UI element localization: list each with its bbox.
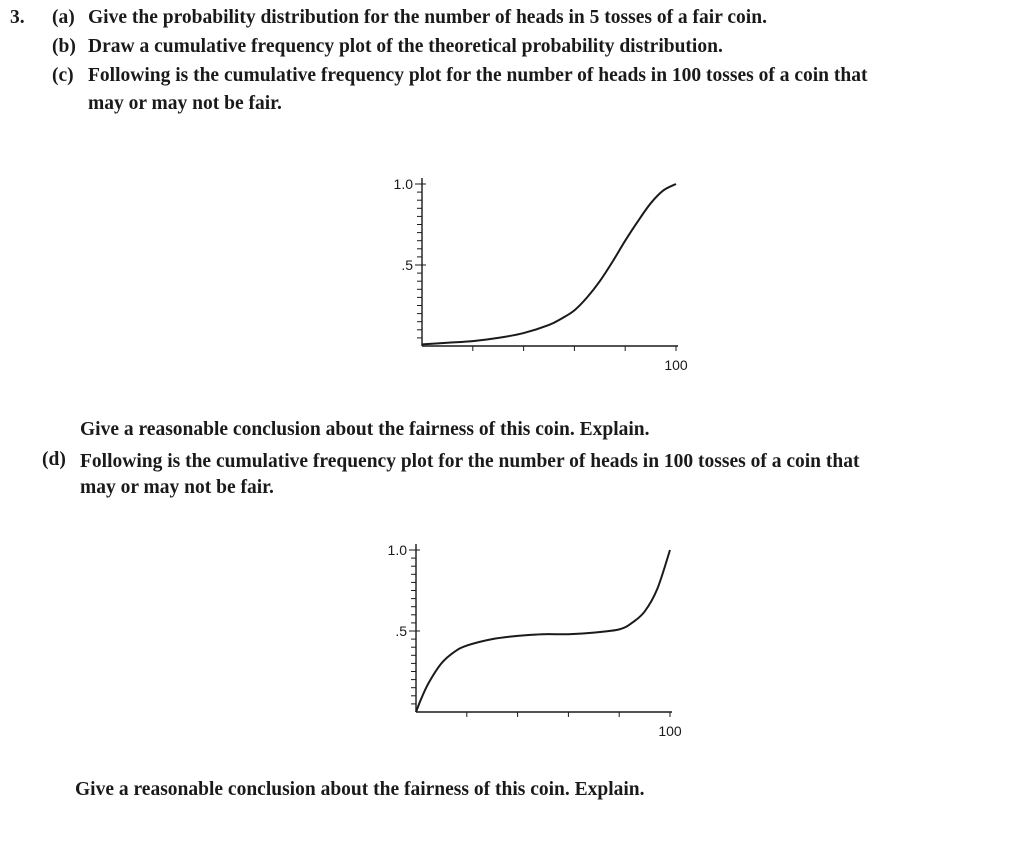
part-b-label: (b)	[52, 36, 76, 57]
problem-number: 3.	[10, 7, 25, 28]
part-d-text-line1: Following is the cumulative frequency plot for the number of heads in 100 tosses of a coin that	[80, 451, 860, 472]
part-d-text-line2: may or may not be fair.	[80, 477, 274, 498]
part-c-question: Give a reasonable conclusion about the fairness of this coin. Explain.	[80, 419, 650, 440]
y-tick-label: 1.0	[387, 542, 407, 558]
chart-part-c	[360, 160, 720, 400]
part-a-label: (a)	[52, 7, 75, 28]
y-tick-label: 1.0	[393, 176, 413, 192]
part-d-question: Give a reasonable conclusion about the fairness of this coin. Explain.	[75, 779, 645, 800]
part-a-text: Give the probability distribution for the number of heads in 5 tosses of a fair coin.	[88, 7, 767, 28]
part-d-label: (d)	[42, 449, 66, 470]
part-c-label: (c)	[52, 65, 74, 86]
cumulative-curve	[416, 550, 670, 712]
y-tick-label: .5	[395, 623, 407, 639]
y-tick-label: .5	[401, 257, 413, 273]
cumulative-curve	[422, 184, 676, 344]
part-c-text-line1: Following is the cumulative frequency plot for the number of heads in 100 tosses of a coin that	[88, 65, 868, 86]
x-tick-label: 100	[664, 357, 688, 373]
x-tick-label: 100	[658, 723, 682, 739]
part-c-text-line2: may or may not be fair.	[88, 93, 282, 114]
chart-part-d	[360, 528, 720, 768]
part-b-text: Draw a cumulative frequency plot of the theoretical probability distribution.	[88, 36, 723, 57]
